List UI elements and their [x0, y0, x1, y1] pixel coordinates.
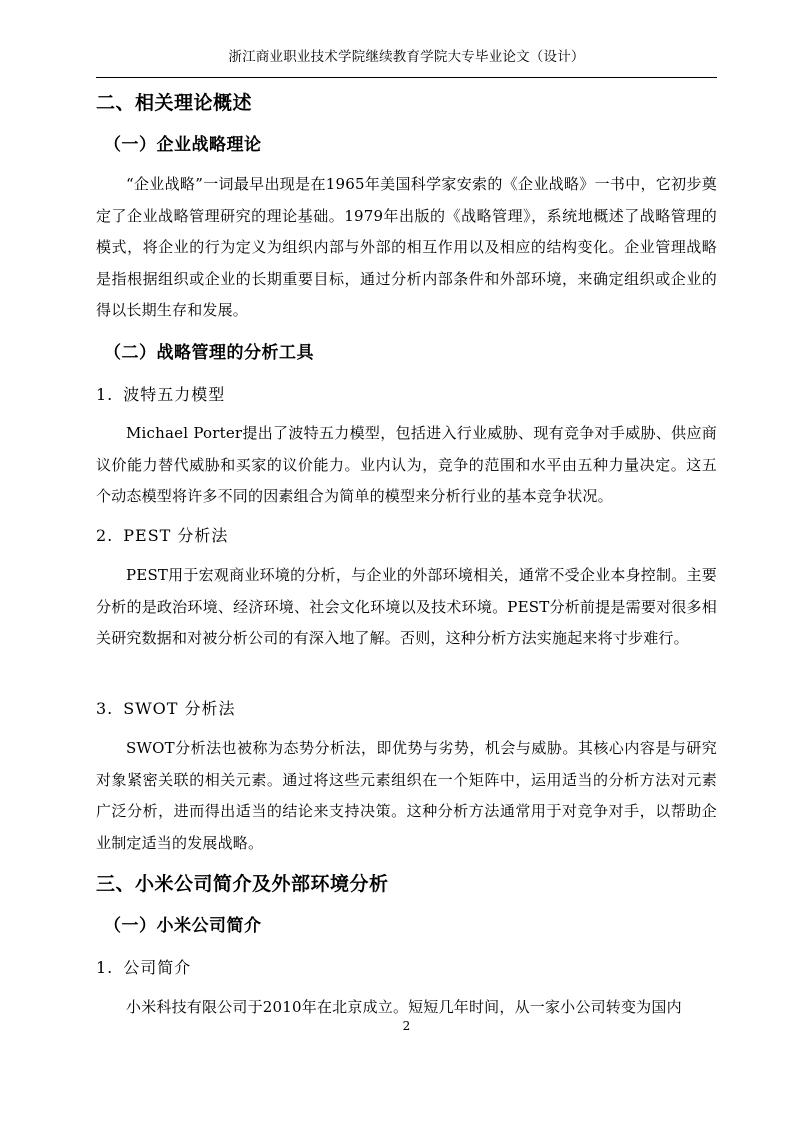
section-heading-3: 三、小米公司简介及外部环境分析: [96, 873, 389, 895]
subsection-heading-2-2: （二）战略管理的分析工具: [104, 343, 314, 363]
tool-number: 3.: [96, 699, 114, 718]
paragraph-corporate-strategy: “企业战略”一词最早出现是在1965年美国科学家安索的《企业战略》一书中，它初步奠定了企业战略管理研究的理论基础。1979年出版的《战略管理》，系统地概述了战略管理的模式，将企业的行为定义为组织内部与外部的相互作用以及相应的结构变化。企业管理战略是指根据组织或企业的长期重要目标，通过分析内部条件和外部环境，来确定组织或企业的得以长期生存和发展。: [96, 175, 717, 319]
paragraph-company-intro: 小米科技有限公司于2010年在北京成立。短短几年时间，从一家小公司转变为国内: [126, 998, 682, 1016]
paragraph-porter: Michael Porter提出了波特五力模型，包括进入行业威胁、现有竞争对手威胁、供应商议价能力替代威胁和买家的议价能力。业内认为，竞争的范围和水平由五种力量决定。这五个动态模型将许多不同的因素组合为简单的模型来分析行业的基本竞争状况。: [96, 424, 717, 505]
sub-heading-company-intro: [96, 957, 191, 979]
subsection-heading-3-1: （一）小米公司简介: [104, 916, 262, 936]
sub-title: 公司简介: [123, 958, 192, 977]
tool-number: 2.: [96, 526, 114, 545]
tool-heading-swot: [96, 698, 236, 720]
section-heading-2: 二、相关理论概述: [96, 92, 253, 114]
header-divider: [96, 77, 717, 78]
tool-heading-pest: [96, 525, 228, 547]
paragraph-swot: SWOT分析法也被称为态势分析法，即优势与劣势，机会与威胁。其核心内容是与研究对象紧密关联的相关元素。通过将这些元素组织在一个矩阵中，运用适当的分析方法对元素广泛分析，进而得出适当的结论来支持决策。这种分析方法通常用于对竞争对手，以帮助企业制定适当的发展战略。: [96, 739, 717, 852]
tool-title: 波特五力模型: [123, 385, 226, 404]
paragraph-pest: PEST用于宏观商业环境的分析，与企业的外部环境相关，通常不受企业本身控制。主要分析的是政治环境、经济环境、社会文化环境以及技术环境。PEST分析前提是需要对很多相关研究数据和对被分析公司的有深入地了解。否则，这种分析方法实施起来将寸步难行。: [96, 566, 717, 647]
page-number: 2: [402, 1019, 411, 1033]
tool-title: SWOT 分析法: [123, 699, 236, 718]
tool-heading-porter: [96, 384, 225, 406]
tool-title: PEST 分析法: [123, 526, 229, 545]
sub-number: 1.: [96, 958, 114, 977]
subsection-heading-2-1: （一）企业战略理论: [104, 135, 262, 155]
running-header: 浙江商业职业技术学院继续教育学院大专毕业论文（设计）: [228, 49, 585, 65]
tool-number: 1.: [96, 385, 114, 404]
